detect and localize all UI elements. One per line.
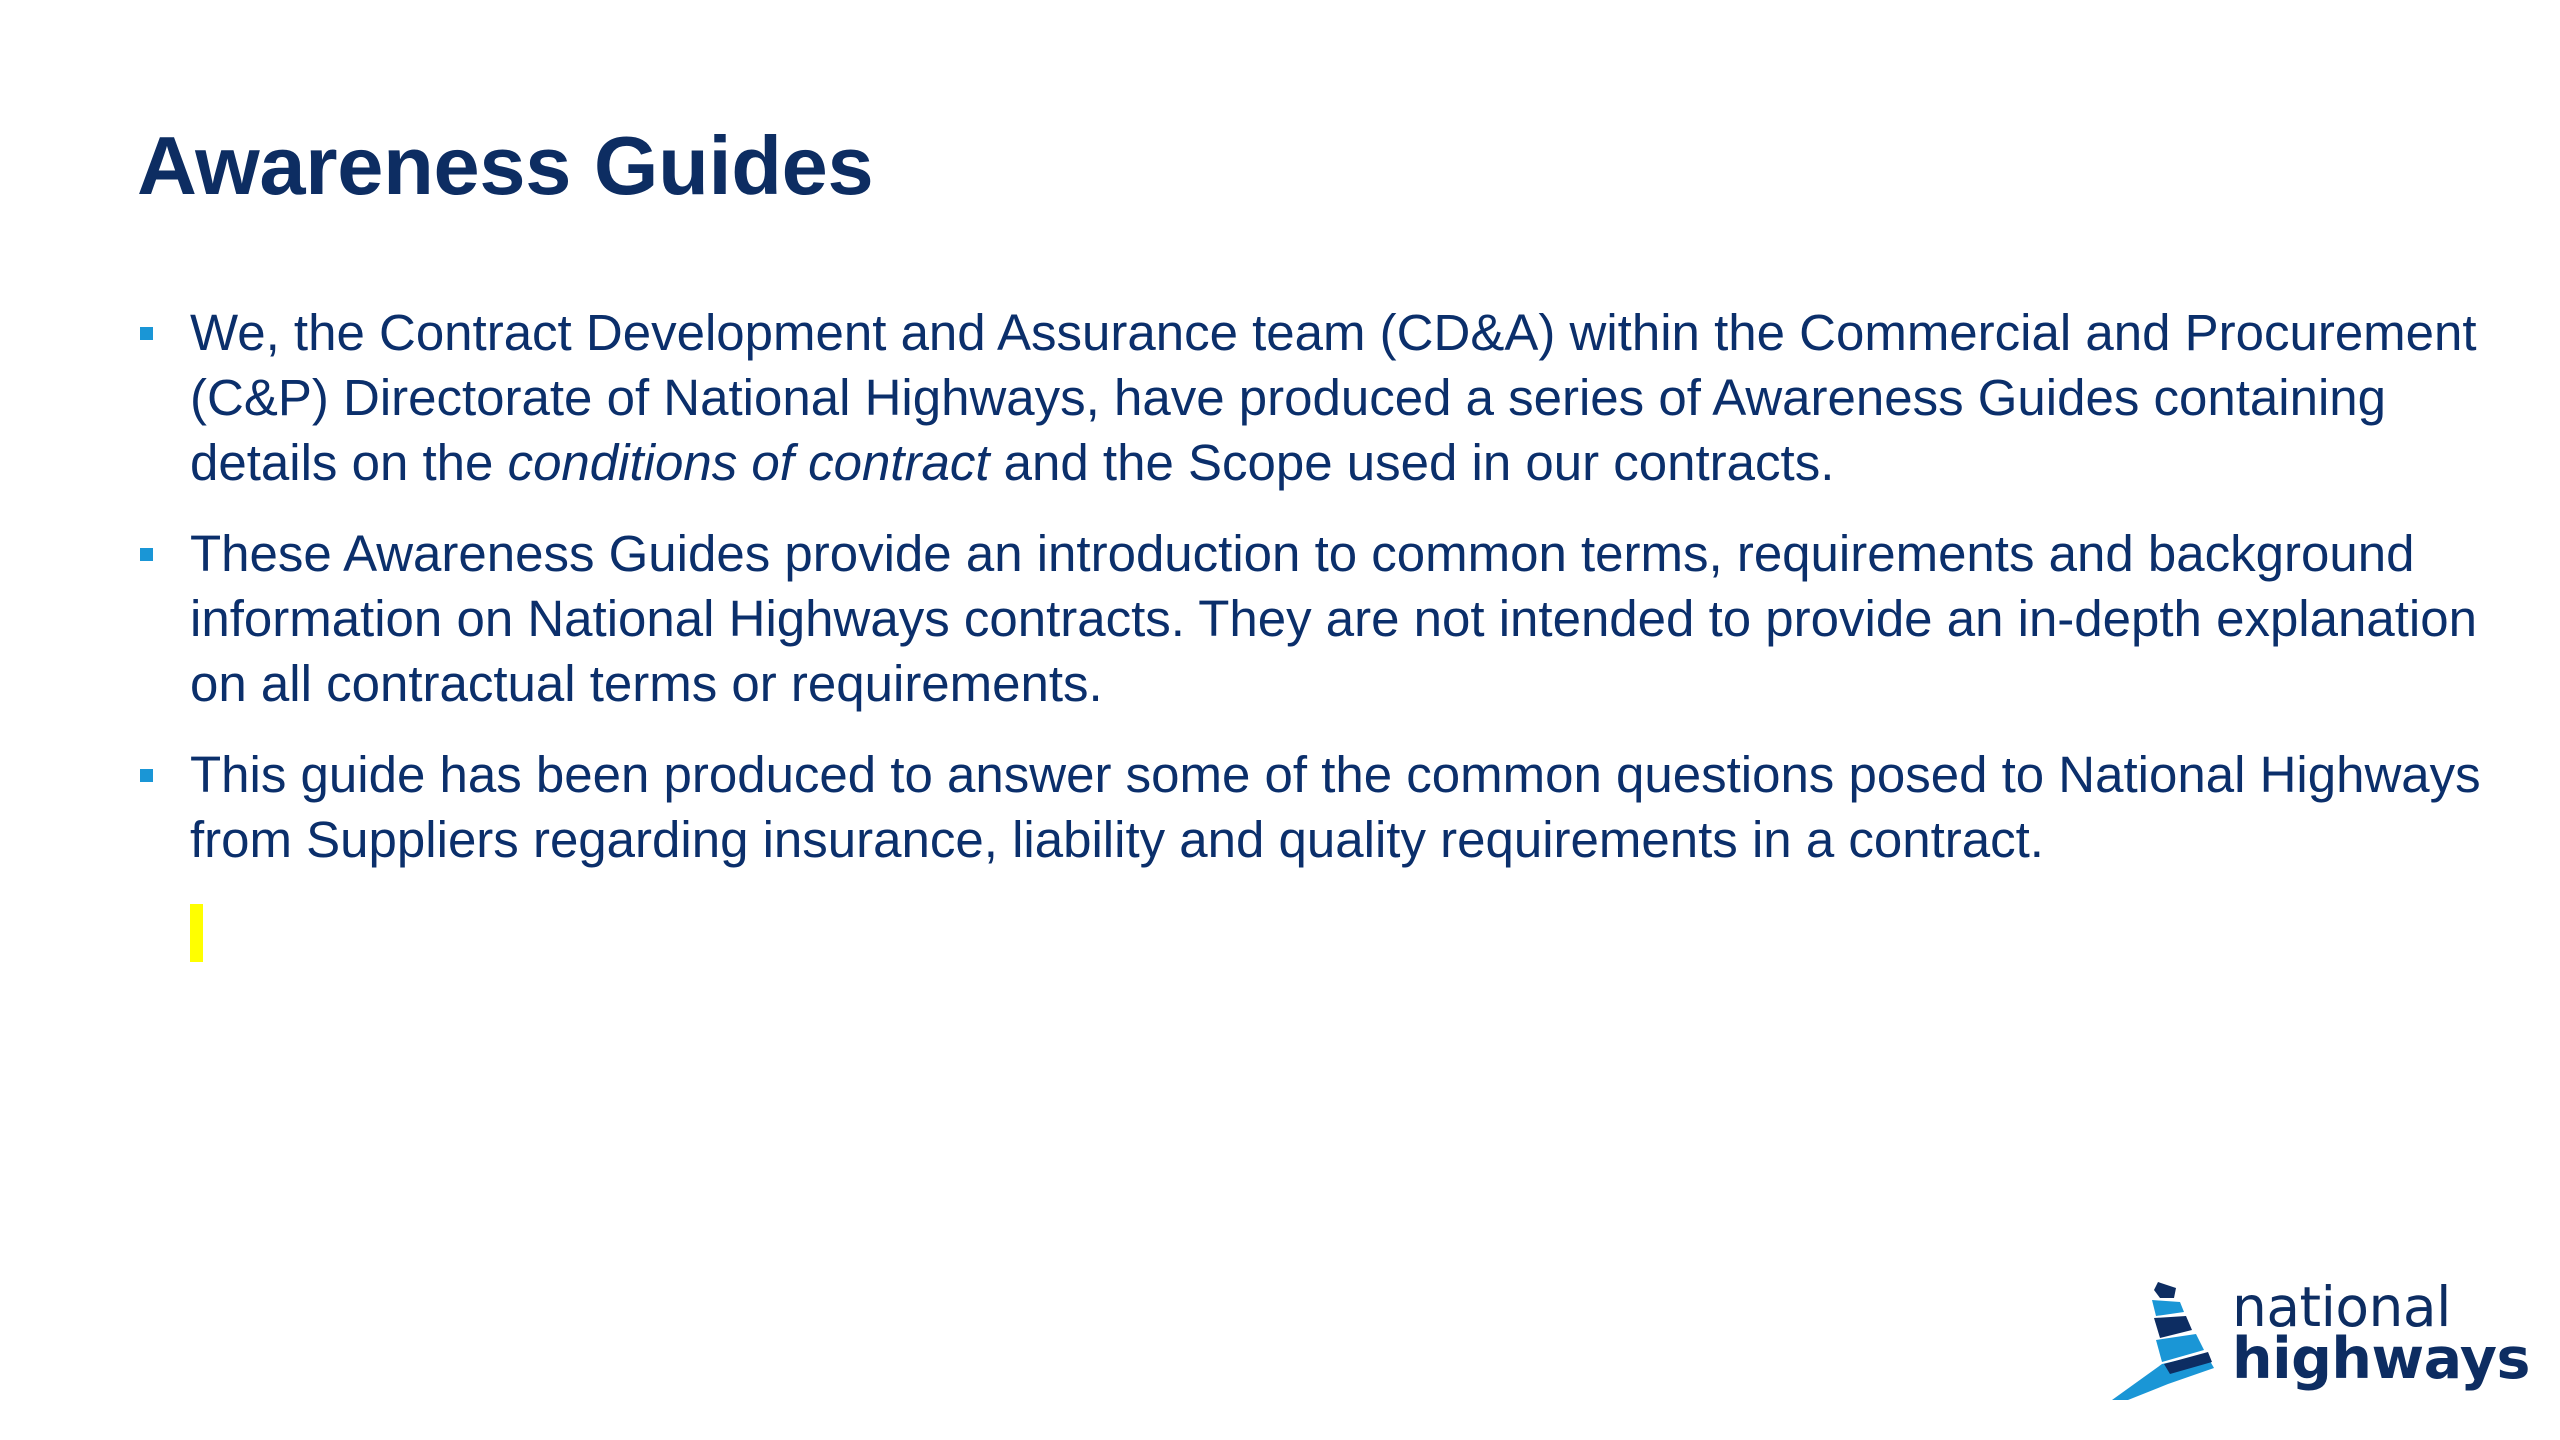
bullet-item bbox=[137, 300, 2487, 495]
bullet-text: This guide has been produced to answer some of the common questions posed to National Highways from Suppliers regarding insurance, liability and quality requirements in a contract. bbox=[190, 746, 2481, 868]
bullet-text bbox=[190, 304, 2477, 491]
square-bullet-icon bbox=[140, 548, 153, 561]
bullet-item bbox=[137, 742, 2487, 872]
national-highways-logo bbox=[2110, 1275, 2530, 1406]
bullet-list bbox=[137, 300, 2487, 898]
logo-line-highways: highways bbox=[2232, 1326, 2530, 1392]
bullet-item bbox=[137, 521, 2487, 716]
bullet-text-plain: We, the Contract Development and Assurance team (CD&A) within the Commercial and Procurement (C&P) Directorate of National Highways, have produced a series of Awareness Guides containing details on the bbox=[190, 304, 2477, 491]
bullet-text: These Awareness Guides provide an introduction to common terms, requirements and background information on National Highways contracts. They are not intended to provide an in-depth explanation on all contractual terms or requirements. bbox=[190, 525, 2477, 712]
slide-title: Awareness Guides bbox=[137, 119, 874, 212]
square-bullet-icon bbox=[140, 327, 153, 340]
square-bullet-icon bbox=[140, 769, 153, 782]
national-highways-logo-mark-icon bbox=[2110, 1276, 2230, 1406]
bullet-text-plain: and the Scope used in our contracts. bbox=[989, 434, 1835, 491]
bullet-text-italic: conditions of contract bbox=[507, 434, 990, 491]
logo-line-national: national bbox=[2232, 1275, 2451, 1339]
text-cursor-highlight[interactable] bbox=[190, 904, 203, 962]
logo-wordmark bbox=[2232, 1275, 2530, 1392]
